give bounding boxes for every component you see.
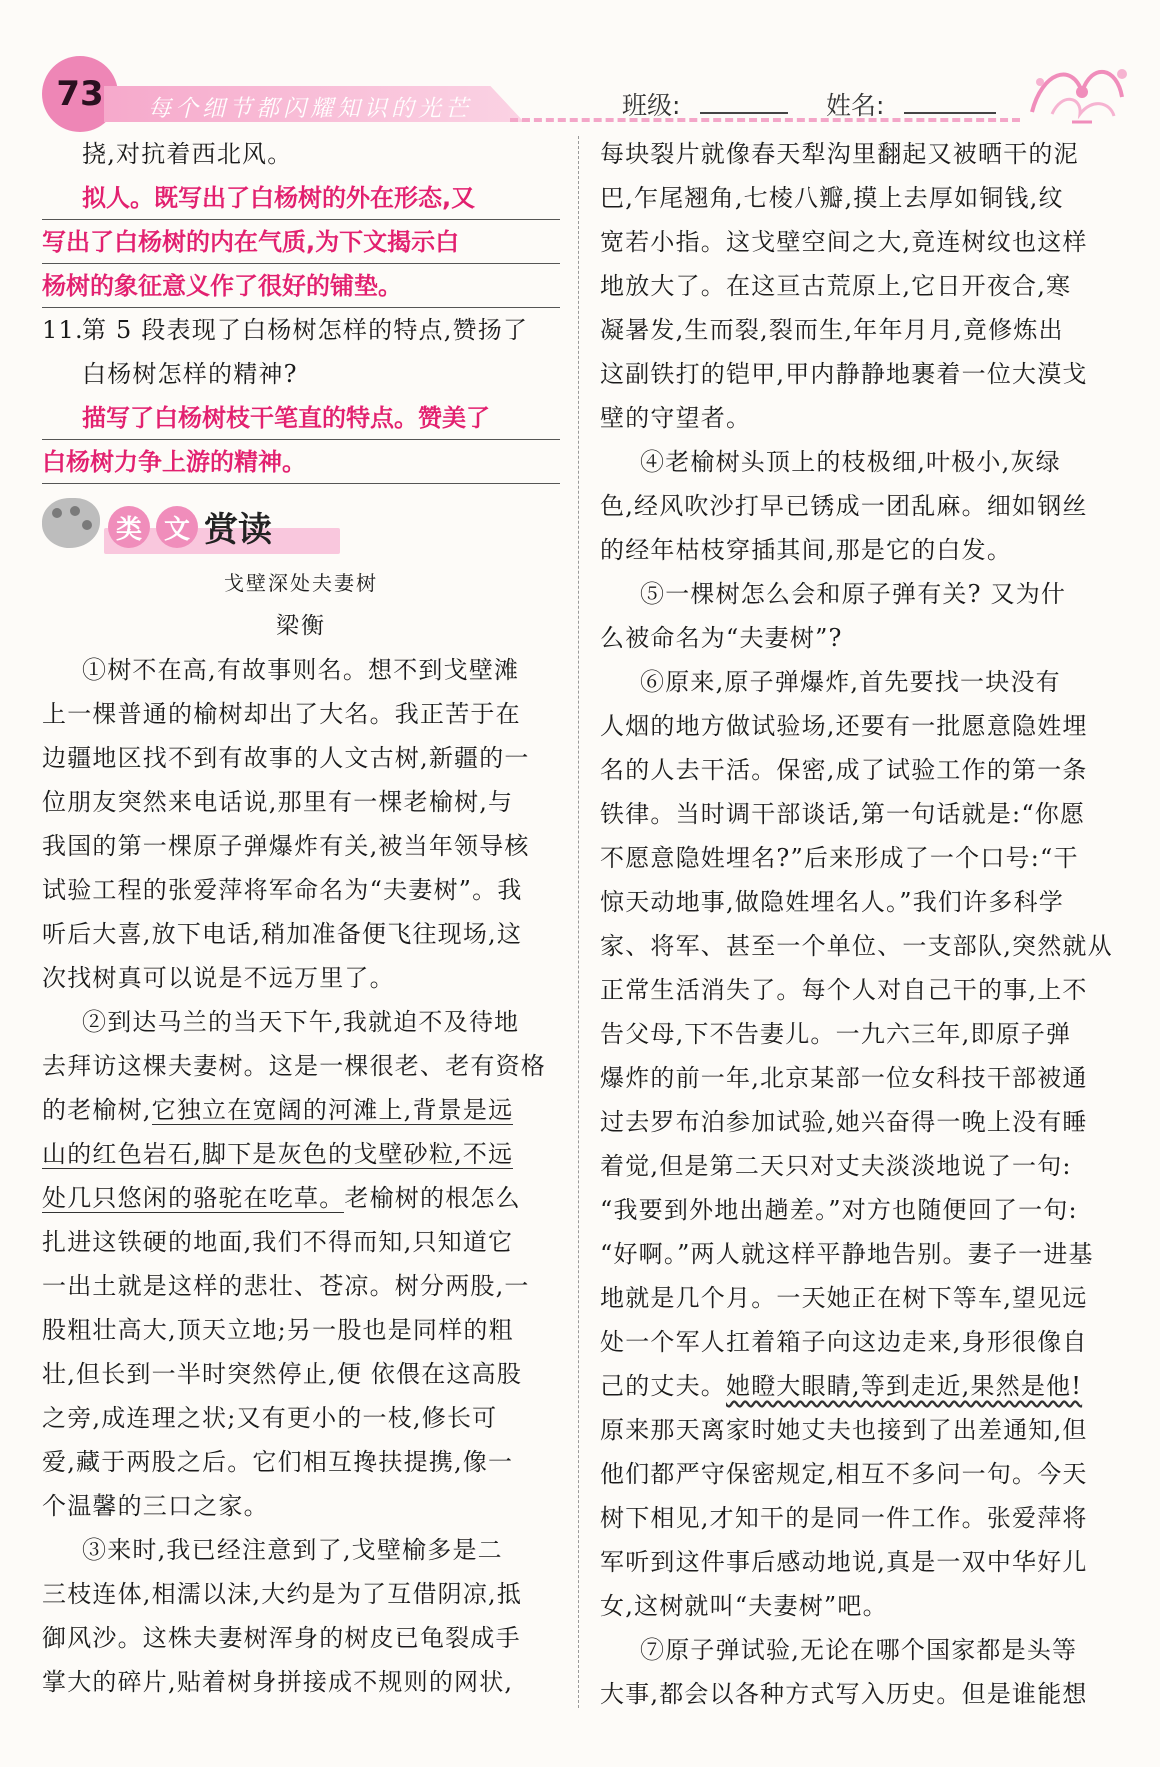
article-author: 梁衡 <box>276 613 326 639</box>
text-line: 去拜访这棵夫妻树。这是一棵很老、老有资格 <box>42 1052 546 1080</box>
answer-line: 杨树的象征意义作了很好的铺垫。 <box>42 264 560 308</box>
text-line <box>42 1176 560 1220</box>
class-blank[interactable] <box>700 112 788 114</box>
text-line: 听后大喜,放下电话,稍加准备便飞往现场,这 <box>42 920 523 948</box>
text-line: 处一个军人扛着箱子向这边走来,身形很像自 <box>600 1328 1088 1356</box>
text-line: 试验工程的张爱萍将军命名为“夫妻树”。我 <box>42 876 523 904</box>
text-line: 壮,但长到一半时突然停止,便 依偎在这高股 <box>42 1360 523 1388</box>
palette-icon <box>42 498 100 548</box>
text-line: 巴,乍尾翘角,七棱八瓣,摸上去厚如铜钱,纹 <box>600 184 1064 212</box>
text-line <box>42 1132 560 1176</box>
section-badge-1: 类 <box>108 506 150 548</box>
column-divider <box>578 136 579 1708</box>
text-line: ①树不在高,有故事则名。想不到戈壁滩 <box>82 656 520 684</box>
answer-line: 描写了白杨树枝干笔直的特点。赞美了 <box>42 396 560 440</box>
text-line: ④老榆树头顶上的枝极细,叶极小,灰绿 <box>640 448 1061 476</box>
page-number-badge: 73 <box>42 56 118 132</box>
text-line: 正常生活消失了。每个人对自己干的事,上不 <box>600 976 1088 1004</box>
text-line: ⑥原来,原子弹爆炸,首先要找一块没有 <box>640 668 1061 696</box>
text-line: 不愿意隐姓埋名?”后来形成了一个口号:“干 <box>600 844 1079 872</box>
text-line: 的经年枯枝穿插其间,那是它的白发。 <box>600 536 1013 564</box>
answer-line: 写出了白杨树的内在气质,为下文揭示白 <box>42 220 560 264</box>
text-line: 凝暑发,生而裂,裂而生,年年月月,竟修炼出 <box>600 316 1064 344</box>
text-line: “我要到外地出趟差。”对方也随便回了一句: <box>600 1196 1078 1224</box>
name-label: 姓名: <box>826 91 885 120</box>
section-badge-2: 文 <box>156 506 198 548</box>
text-line: 御风沙。这株夫妻树浑身的树皮已龟裂成手 <box>42 1624 521 1652</box>
text-line: ⑤一棵树怎么会和原子弹有关? 又为什 <box>640 580 1067 608</box>
text-line: 一出土就是这样的悲壮、苍凉。树分两股,一 <box>42 1272 530 1300</box>
section-title: 赏读 <box>204 510 272 550</box>
text-line: 女,这树就叫“夫妻树”吧。 <box>600 1592 888 1620</box>
text-line: 色,经风吹沙打早已锈成一团乱麻。细如钢丝 <box>600 492 1088 520</box>
text-line: 名的人去干活。保密,成了试验工作的第一条 <box>600 756 1088 784</box>
text-line: 扎进这铁硬的地面,我们不得而知,只知道它 <box>42 1228 514 1256</box>
text-line: 每块裂片就像春天犁沟里翻起又被晒干的泥 <box>600 140 1079 168</box>
text-line: 掌大的碎片,贴着树身拼接成不规则的网状, <box>42 1668 514 1696</box>
text-line <box>600 1364 1118 1408</box>
answer-line: 白杨树力争上游的精神。 <box>42 440 560 484</box>
text-line: 股粗壮高大,顶天立地;另一股也是同样的粗 <box>42 1316 514 1344</box>
text-line: 铁律。当时调干部谈话,第一句话就是:“你愿 <box>600 800 1086 828</box>
page-header <box>0 0 1160 130</box>
text-span: 己的丈夫。 <box>600 1372 726 1400</box>
text-line: 树下相见,才知干的是同一件工作。张爱萍将 <box>600 1504 1088 1532</box>
text-line: 边疆地区找不到有故事的人文古树,新疆的一 <box>42 744 530 772</box>
class-label: 班级: <box>622 91 681 120</box>
question-number: 11. <box>42 316 84 344</box>
underlined-sentence: 山的红色岩石,脚下是灰色的戈壁砂粒,不远 <box>42 1140 514 1168</box>
left-column <box>42 132 560 1704</box>
text-line: 这副铁打的铠甲,甲内静静地裹着一位大漠戈 <box>600 360 1088 388</box>
text-line: 他们都严守保密规定,相互不多问一句。今天 <box>600 1460 1088 1488</box>
underlined-sentence: 它独立在宽阔的河滩上,背景是远 <box>151 1096 514 1124</box>
text-line: 着觉,但是第二天只对丈夫淡淡地说了一句: <box>600 1152 1072 1180</box>
text-line: 家、将军、甚至一个单位、一支部队,突然就从 <box>600 932 1113 960</box>
wavy-underlined-sentence: 她瞪大眼睛,等到走近,果然是他! <box>726 1372 1083 1400</box>
text-line: “好啊。”两人就这样平静地告别。妻子一进基 <box>600 1240 1094 1268</box>
header-dash-line <box>510 118 1020 122</box>
text-line: 次找树真可以说是不远万里了。 <box>42 964 395 992</box>
floral-ornament-icon <box>1022 52 1132 128</box>
text-line: 惊天动地事,做隐姓埋名人。”我们许多科学 <box>600 888 1064 916</box>
question-11 <box>42 308 560 352</box>
text-line: 个温馨的三口之家。 <box>42 1492 269 1520</box>
right-column <box>600 132 1118 1716</box>
text-line: ⑦原子弹试验,无论在哪个国家都是头等 <box>640 1636 1078 1664</box>
text-line: 壁的守望者。 <box>600 404 752 432</box>
text-line: 我国的第一棵原子弹爆炸有关,被当年领导核 <box>42 832 530 860</box>
text-line: 之旁,成连理之状;又有更小的一枝,修长可 <box>42 1404 498 1432</box>
text-line: 爱,藏于两股之后。它们相互搀扶提携,像一 <box>42 1448 514 1476</box>
text-line: 地就是几个月。一天她正在树下等车,望见远 <box>600 1284 1088 1312</box>
text-line: 告父母,下不告妻儿。一九六三年,即原子弹 <box>600 1020 1072 1048</box>
text-line: 地放大了。在这亘古荒原上,它日开夜合,寒 <box>600 272 1072 300</box>
text-line: 人烟的地方做试验场,还要有一批愿意隐姓埋 <box>600 712 1088 740</box>
text-span: 老榆树的根怎么 <box>344 1184 521 1212</box>
question-text: 白杨树怎样的精神? <box>82 360 298 388</box>
underlined-sentence: 处几只悠闲的骆驼在吃草。 <box>42 1184 345 1212</box>
text-line: 爆炸的前一年,北京某部一位女科技干部被通 <box>600 1064 1088 1092</box>
header-slogan: 每个细节都闪耀知识的光芒 <box>148 96 472 122</box>
text-line: 宽若小指。这戈壁空间之大,竟连树纹也这样 <box>600 228 1088 256</box>
text-line: 三枝连体,相濡以沫,大约是为了互借阴凉,抵 <box>42 1580 523 1608</box>
text-line: 原来那天离家时她丈夫也接到了出差通知,但 <box>600 1416 1088 1444</box>
text-line: 挠,对抗着西北风。 <box>82 140 293 168</box>
text-line: ③来时,我已经注意到了,戈壁榆多是二 <box>82 1536 503 1564</box>
text-line <box>42 1088 560 1132</box>
section-header <box>42 484 560 562</box>
text-line: ②到达马兰的当天下午,我就迫不及待地 <box>82 1008 520 1036</box>
text-line: 军听到这件事后感动地说,真是一双中华好儿 <box>600 1548 1088 1576</box>
text-line: 过去罗布泊参加试验,她兴奋得一晚上没有睡 <box>600 1108 1088 1136</box>
answer-line: 拟人。既写出了白杨树的外在形态,又 <box>42 176 560 220</box>
question-text: 第 5 段表现了白杨树怎样的特点,赞扬了 <box>82 316 529 344</box>
text-line: 位朋友突然来电话说,那里有一棵老榆树,与 <box>42 788 514 816</box>
text-line: 上一棵普通的榆树却出了大名。我正苦于在 <box>42 700 521 728</box>
article-title: 戈壁深处夫妻树 <box>224 571 378 595</box>
name-blank[interactable] <box>904 112 996 114</box>
text-span: 的老榆树, <box>42 1096 152 1124</box>
text-line: 大事,都会以各种方式写入历史。但是谁能想 <box>600 1680 1088 1708</box>
text-line: 么被命名为“夫妻树”? <box>600 624 843 652</box>
